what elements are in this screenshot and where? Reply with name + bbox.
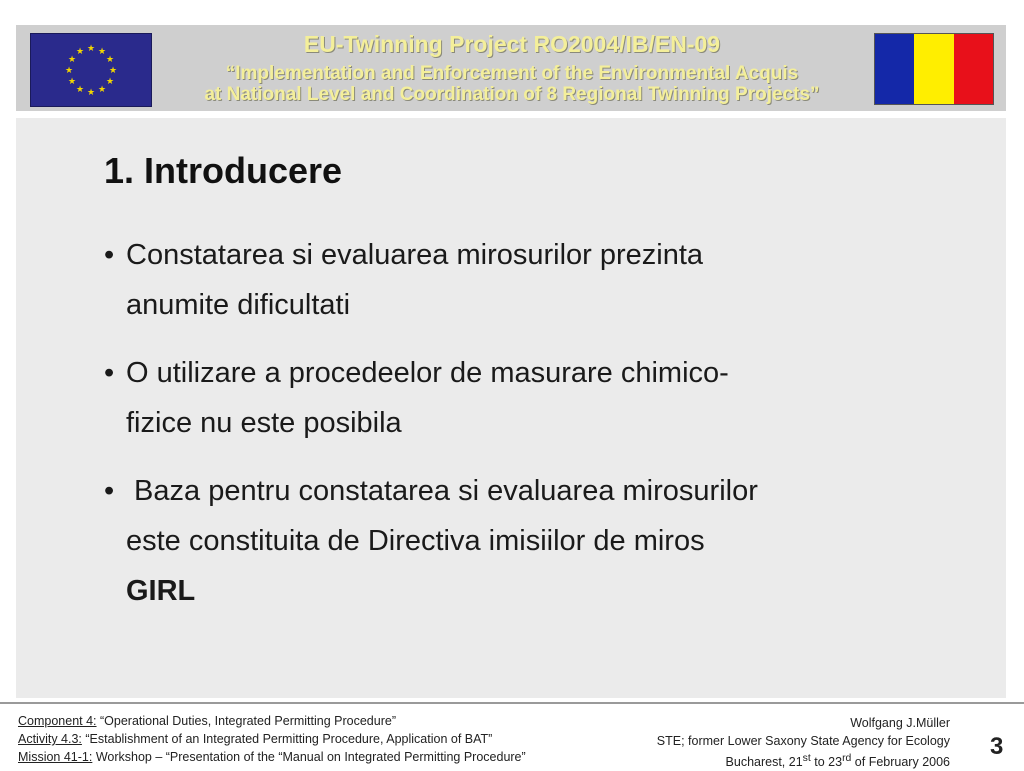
svg-text:★: ★	[97, 85, 107, 95]
date-prefix: Bucharest, 21	[725, 755, 803, 770]
bullet-line: Baza pentru constatarea si evaluarea mirosurilor	[126, 475, 758, 507]
project-title: EU-Twinning Project RO2004/IB/EN-09	[303, 31, 721, 57]
footer-divider	[0, 702, 1024, 704]
component-label: Component 4:	[18, 714, 97, 728]
svg-text:★: ★	[67, 55, 77, 65]
svg-text:★: ★	[105, 55, 115, 65]
bullet-line: O utilizare a procedeelor de masurare chimico-	[126, 357, 729, 389]
svg-text:★: ★	[108, 66, 118, 76]
mission-text: Workshop – “Presentation of the “Manual on Integrated Permitting Procedure”	[92, 750, 526, 764]
mission-label: Mission 41-1:	[18, 750, 93, 764]
bullet-dot: •	[104, 357, 115, 389]
bullet-line: este constituita de Directiva imisiilor de miros	[126, 525, 705, 557]
project-subtitle-line1: “Implementation and Enforcement of the Environmental Acquis	[225, 63, 799, 84]
slide-title: 1. Introducere	[104, 150, 343, 191]
footer-right	[657, 714, 950, 771]
bullet-dot: •	[104, 475, 115, 507]
footer-component	[18, 712, 526, 730]
date-sup-rd: rd	[842, 753, 852, 764]
flag-stripe-blue	[875, 34, 914, 104]
footer-author: Wolfgang J.Müller	[850, 716, 950, 730]
bullet-item	[104, 230, 904, 330]
project-subtitle-line2: at National Level and Coordination of 8 Regional Twinning Projects”	[204, 84, 820, 105]
component-text: “Operational Duties, Integrated Permitting Procedure”	[96, 714, 396, 728]
date-suffix: of February 2006	[851, 755, 950, 770]
activity-label: Activity 4.3:	[18, 732, 82, 746]
eu-flag-icon	[30, 33, 152, 107]
svg-text:★: ★	[86, 44, 96, 54]
date-sup-st: st	[802, 753, 811, 764]
svg-text:★: ★	[75, 85, 85, 95]
romania-flag-icon	[874, 33, 994, 105]
flag-stripe-yellow	[914, 34, 953, 104]
svg-text:★: ★	[97, 47, 107, 57]
bullet-line: fizice nu este posibila	[126, 407, 402, 439]
flag-stripe-red	[954, 34, 993, 104]
svg-text:★: ★	[105, 77, 115, 87]
svg-text:★: ★	[75, 47, 85, 57]
date-mid: to 23	[810, 755, 843, 770]
bullet-dot: •	[104, 239, 115, 271]
footer-activity	[18, 730, 526, 748]
activity-text: “Establishment of an Integrated Permitting Procedure, Application of BAT”	[81, 732, 493, 746]
bullet-line: anumite dificultati	[126, 289, 351, 321]
svg-text:★: ★	[86, 88, 96, 98]
bullet-item	[104, 466, 904, 616]
bullet-item	[104, 348, 904, 448]
bullet-line: Constatarea si evaluarea mirosurilor prezinta	[126, 239, 704, 271]
svg-text:★: ★	[67, 77, 77, 87]
svg-text:★: ★	[64, 66, 74, 76]
bullet-line-girl: GIRL	[126, 575, 196, 607]
footer-left	[18, 712, 526, 766]
footer-mission	[18, 748, 526, 766]
footer-affiliation: STE; former Lower Saxony State Agency for Ecology	[656, 734, 950, 748]
page-number: 3	[990, 733, 1004, 760]
